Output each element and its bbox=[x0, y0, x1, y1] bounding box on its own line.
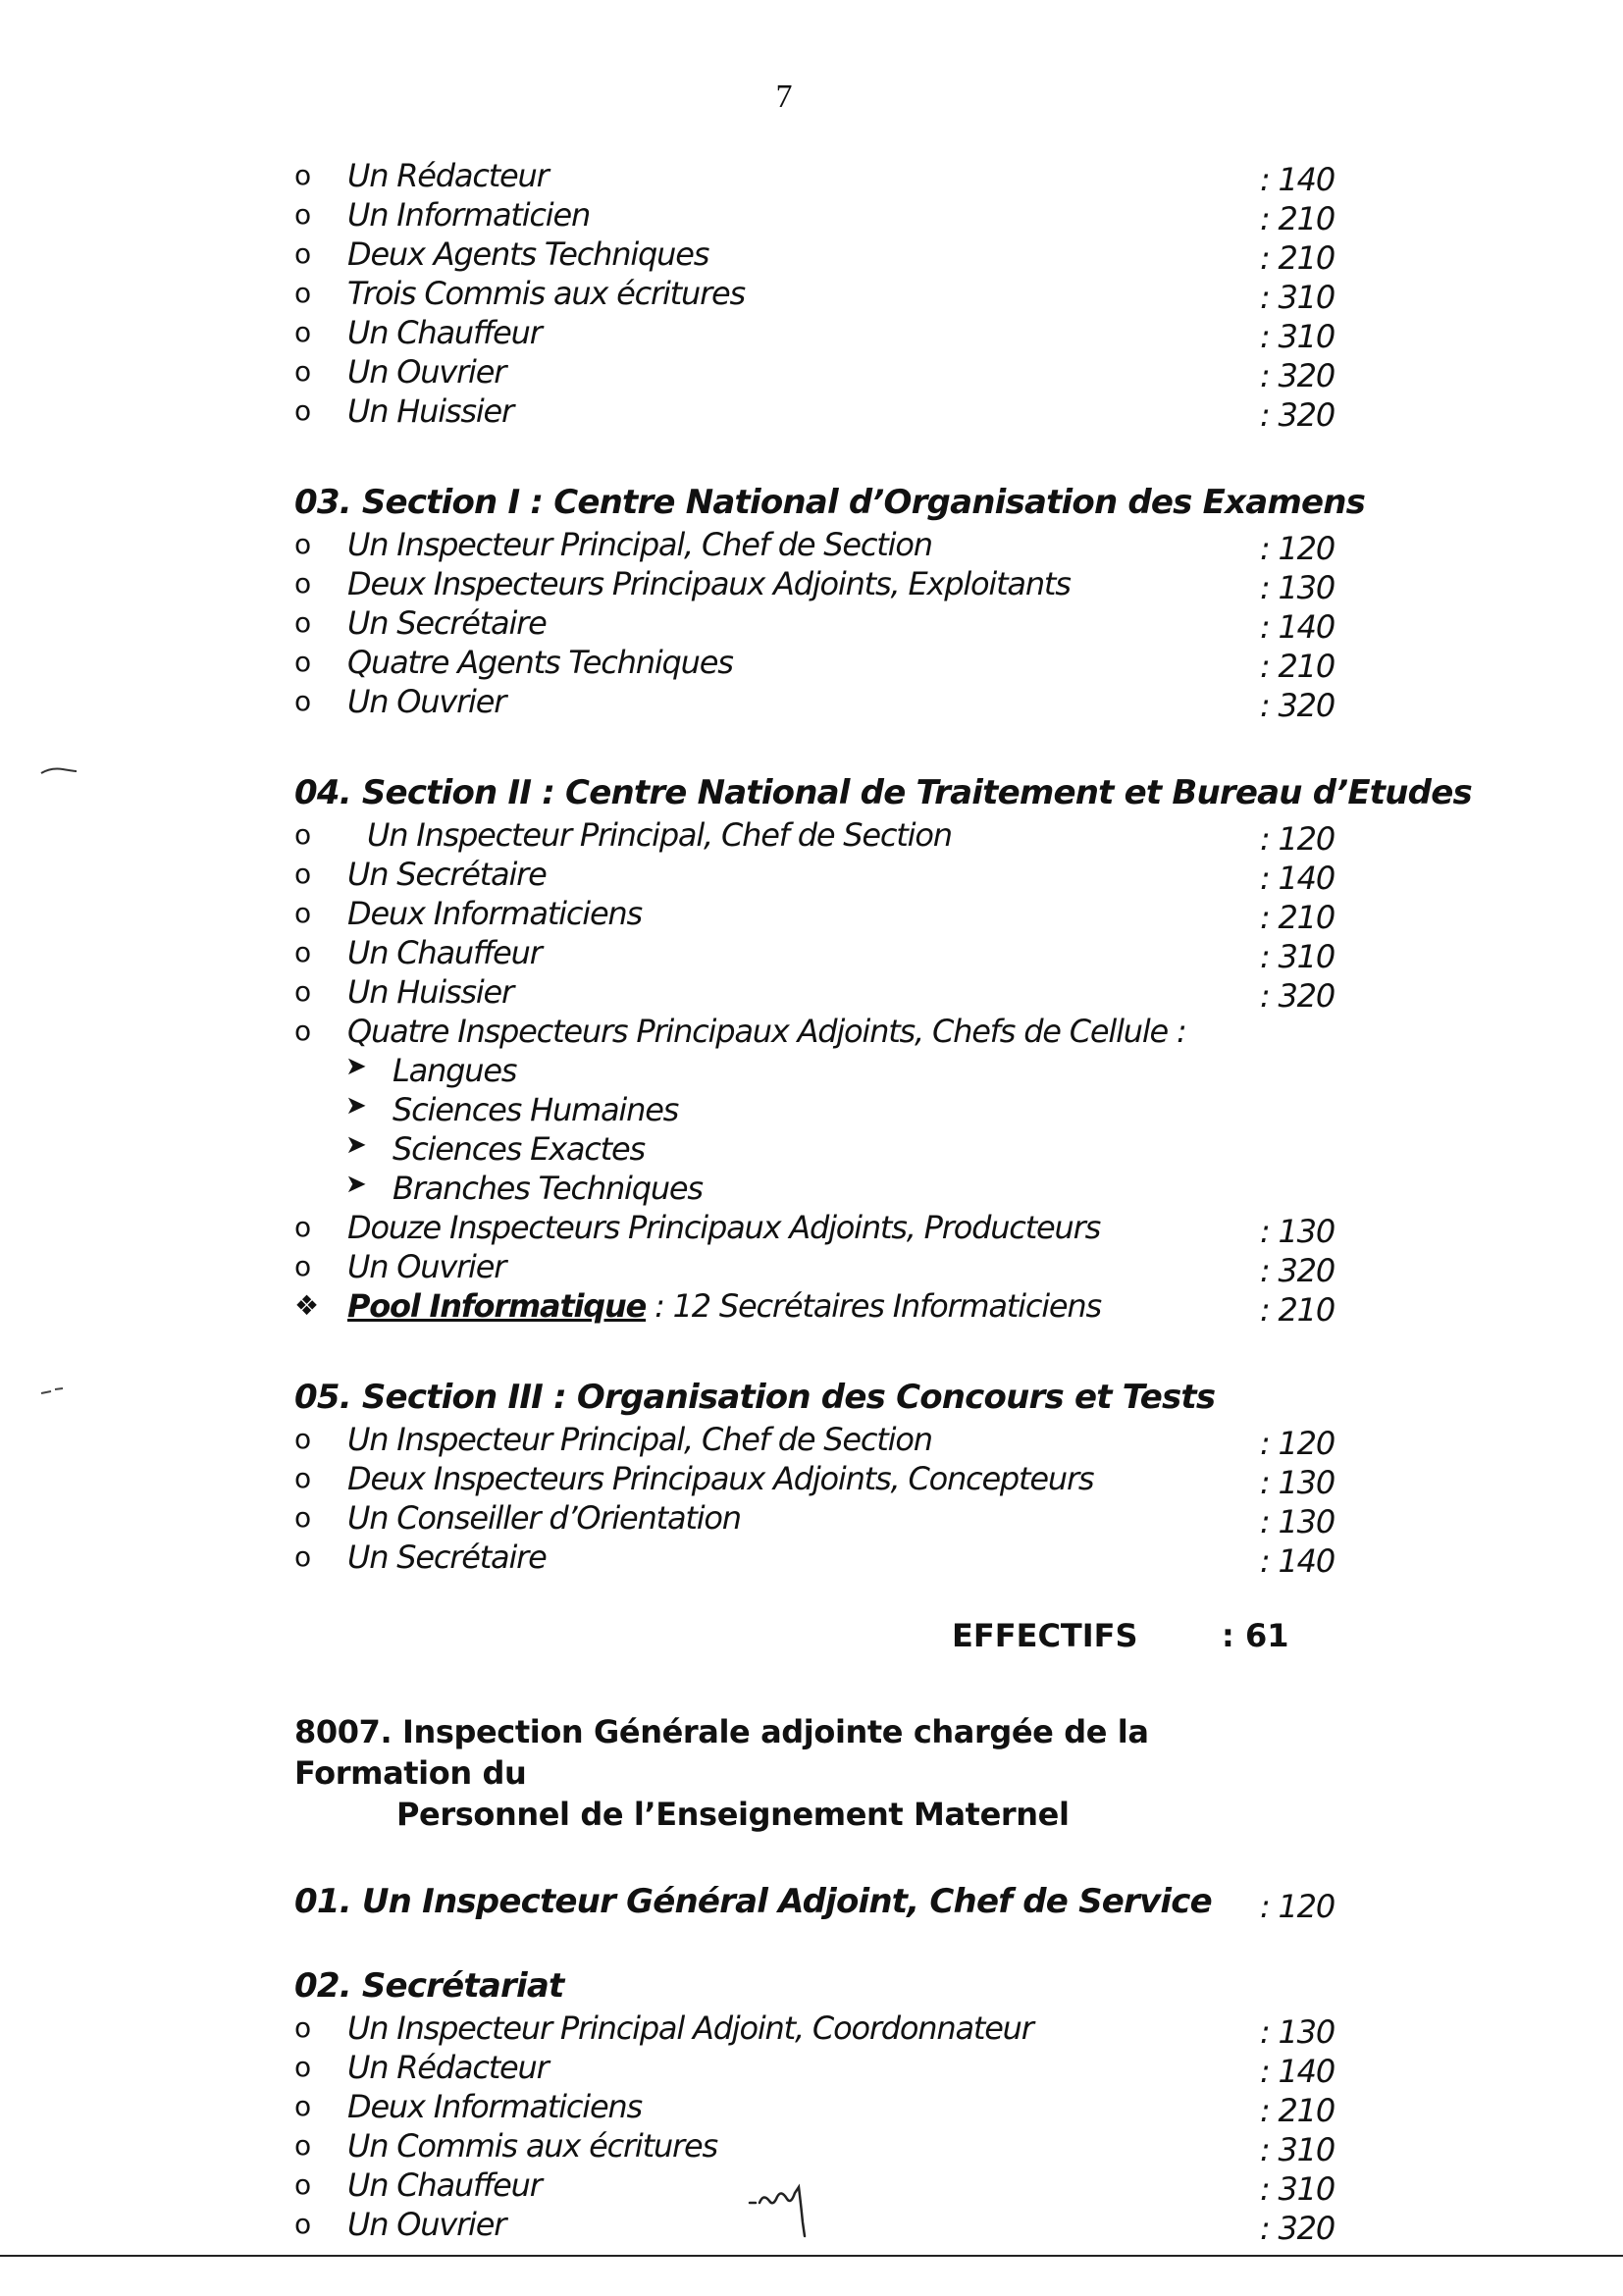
grade-code: : 310 bbox=[1259, 279, 1335, 316]
arrow-bullet-icon: ➤ bbox=[345, 1170, 366, 1199]
list-bullet: o bbox=[294, 1462, 310, 1494]
staff-role: Un Chauffeur bbox=[347, 934, 542, 971]
staff-role: Un Huissier bbox=[347, 973, 513, 1011]
service-title bbox=[294, 1711, 1335, 1835]
document-body bbox=[294, 157, 1472, 2296]
list-bullet: o bbox=[294, 2011, 310, 2044]
grade-code: : 310 bbox=[1259, 938, 1335, 975]
diamond-bullet-icon: ❖ bbox=[294, 1289, 318, 1322]
list-bullet: o bbox=[294, 567, 310, 600]
grade-code: : 130 bbox=[1259, 1213, 1335, 1250]
staff-role: Un Secrétaire bbox=[347, 1539, 547, 1576]
staff-role: Un Rédacteur bbox=[347, 157, 549, 194]
grade-code: : 140 bbox=[1259, 1542, 1335, 1580]
staff-row bbox=[294, 973, 1335, 1013]
service-title-line1: 8007. Inspection Générale adjointe chargée de la Formation du bbox=[294, 1713, 1149, 1792]
grade-code: : 310 bbox=[1259, 2131, 1335, 2168]
cell-subitem bbox=[294, 1091, 1335, 1130]
list-bullet: o bbox=[294, 2208, 310, 2240]
staff-role: Trois Commis aux écritures bbox=[347, 275, 746, 312]
grade-code: : 320 bbox=[1259, 357, 1335, 394]
staff-row bbox=[294, 816, 1335, 856]
grade-code: : 310 bbox=[1259, 318, 1335, 355]
list-bullet: o bbox=[294, 2168, 310, 2201]
staff-role: Deux Inspecteurs Principaux Adjoints, Exploitants bbox=[347, 565, 1071, 602]
list-bullet: o bbox=[294, 2129, 310, 2162]
staff-row bbox=[294, 1248, 1335, 1287]
staff-row bbox=[294, 1421, 1335, 1460]
list-bullet: o bbox=[294, 1250, 310, 1282]
staff-row bbox=[294, 235, 1335, 275]
pool-label: Pool Informatique bbox=[347, 1287, 647, 1325]
cell-subitem bbox=[294, 1130, 1335, 1170]
list-bullet: o bbox=[294, 1015, 310, 1047]
staff-row bbox=[294, 2127, 1335, 2166]
staff-row bbox=[294, 1460, 1335, 1499]
staff-role: Douze Inspecteurs Principaux Adjoints, Producteurs bbox=[347, 1209, 1101, 1246]
list-bullet: o bbox=[294, 2051, 310, 2083]
cell-name: Sciences Humaines bbox=[393, 1091, 679, 1128]
grade-code: : 310 bbox=[1259, 2170, 1335, 2208]
list-bullet: o bbox=[294, 975, 310, 1008]
staff-role: Un Ouvrier bbox=[347, 1248, 506, 1285]
grade-code: : 210 bbox=[1259, 200, 1335, 237]
grade-code: : 120 bbox=[1259, 530, 1335, 567]
page-bottom-rule bbox=[0, 2255, 1623, 2257]
handwritten-initials bbox=[746, 2164, 824, 2242]
page-number: 7 bbox=[775, 78, 793, 115]
grade-code: : 210 bbox=[1259, 2092, 1335, 2129]
section-title: 03. Section I : Centre National d’Organisation des Examens bbox=[294, 483, 1366, 522]
list-bullet: o bbox=[294, 1211, 310, 1243]
list-bullet: o bbox=[294, 936, 310, 968]
section-3 bbox=[294, 1378, 1335, 1578]
staff-row bbox=[294, 1499, 1335, 1539]
list-bullet: o bbox=[294, 237, 310, 270]
service-head-01 bbox=[294, 1882, 1335, 1925]
staff-group-continued bbox=[294, 157, 1335, 432]
staff-row bbox=[294, 157, 1335, 196]
staff-role: Un Huissier bbox=[347, 392, 513, 430]
cell-subitem bbox=[294, 1052, 1335, 1091]
staff-row bbox=[294, 683, 1335, 722]
list-bullet: o bbox=[294, 646, 310, 678]
margin-scan-mark bbox=[39, 765, 79, 777]
cell-subitem bbox=[294, 1170, 1335, 1209]
staff-role: Un Inspecteur Principal, Chef de Section bbox=[367, 816, 952, 854]
pool-informatique-row bbox=[294, 1287, 1335, 1327]
staff-row bbox=[294, 1013, 1335, 1052]
staff-role: Quatre Agents Techniques bbox=[347, 644, 733, 681]
staff-role: Deux Agents Techniques bbox=[347, 235, 709, 273]
staff-row bbox=[294, 565, 1335, 604]
staff-role: Un Ouvrier bbox=[347, 2206, 506, 2243]
section-1 bbox=[294, 483, 1366, 724]
list-bullet: o bbox=[294, 355, 310, 388]
staff-role: Un Inspecteur Principal Adjoint, Coordonnateur bbox=[347, 2009, 1033, 2047]
staff-row bbox=[294, 526, 1335, 565]
staff-role: Un Ouvrier bbox=[347, 683, 506, 720]
arrow-bullet-icon: ➤ bbox=[345, 1130, 366, 1160]
service-title-line2: Personnel de l’Enseignement Maternel bbox=[396, 1796, 1070, 1833]
cell-name: Langues bbox=[393, 1052, 517, 1089]
staff-role: Un Conseiller d’Orientation bbox=[347, 1499, 741, 1537]
staff-role: Deux Informaticiens bbox=[347, 2088, 642, 2125]
list-bullet: o bbox=[294, 1423, 310, 1455]
effectifs-total bbox=[294, 1617, 1335, 1672]
list-bullet: o bbox=[294, 198, 310, 231]
staff-row bbox=[294, 644, 1335, 683]
section-title: 02. Secrétariat bbox=[294, 1966, 564, 2006]
grade-code: : 210 bbox=[1259, 648, 1335, 685]
staff-row bbox=[294, 895, 1335, 934]
grade-code: : 210 bbox=[1259, 899, 1335, 936]
staff-row bbox=[294, 2088, 1335, 2127]
list-bullet: o bbox=[294, 818, 310, 851]
staff-row bbox=[294, 604, 1335, 644]
effectifs-value: : 61 bbox=[1222, 1617, 1289, 1654]
staff-row bbox=[294, 314, 1335, 353]
grade-code: : 130 bbox=[1259, 2013, 1335, 2051]
cell-name: Branches Techniques bbox=[393, 1170, 703, 1207]
staff-role: Deux Inspecteurs Principaux Adjoints, Concepteurs bbox=[347, 1460, 1094, 1497]
grade-code: : 120 bbox=[1259, 1425, 1335, 1462]
list-bullet: o bbox=[294, 528, 310, 560]
staff-role: Un Commis aux écritures bbox=[347, 2127, 717, 2165]
grade-code: : 320 bbox=[1259, 687, 1335, 724]
grade-code: : 130 bbox=[1259, 569, 1335, 606]
list-bullet: o bbox=[294, 1540, 310, 1573]
list-bullet: o bbox=[294, 277, 310, 309]
grade-code: : 120 bbox=[1259, 1888, 1335, 1925]
staff-role: Deux Informaticiens bbox=[347, 895, 642, 932]
staff-role: Un Informaticien bbox=[347, 196, 591, 234]
grade-code: : 140 bbox=[1259, 2053, 1335, 2090]
staff-row bbox=[294, 934, 1335, 973]
effectifs-label: EFFECTIFS bbox=[952, 1617, 1138, 1654]
section-2 bbox=[294, 773, 1472, 1329]
cell-name: Sciences Exactes bbox=[393, 1130, 645, 1168]
staff-row bbox=[294, 2009, 1335, 2049]
grade-code: : 320 bbox=[1259, 977, 1335, 1015]
staff-role: Un Ouvrier bbox=[347, 353, 506, 391]
grade-code: : 320 bbox=[1259, 2210, 1335, 2247]
list-bullet: o bbox=[294, 1501, 310, 1534]
staff-row bbox=[294, 856, 1335, 895]
staff-role: Un Inspecteur Principal, Chef de Section bbox=[347, 526, 932, 563]
list-bullet: o bbox=[294, 685, 310, 717]
list-bullet: o bbox=[294, 316, 310, 348]
staff-role: Un Inspecteur Principal, Chef de Section bbox=[347, 1421, 932, 1458]
staff-row bbox=[294, 196, 1335, 235]
staff-role: Quatre Inspecteurs Principaux Adjoints, Chefs de Cellule : bbox=[347, 1013, 1186, 1050]
grade-code: : 140 bbox=[1259, 161, 1335, 198]
staff-row bbox=[294, 392, 1335, 432]
staff-row bbox=[294, 353, 1335, 392]
staff-role: Un Secrétaire bbox=[347, 604, 547, 642]
grade-code: : 120 bbox=[1259, 820, 1335, 858]
staff-role: Un Secrétaire bbox=[347, 856, 547, 893]
staff-row bbox=[294, 2049, 1335, 2088]
grade-code: : 320 bbox=[1259, 1252, 1335, 1289]
grade-code: : 210 bbox=[1259, 1291, 1335, 1329]
margin-scan-mark bbox=[39, 1385, 69, 1397]
section-title: 05. Section III : Organisation des Concours et Tests bbox=[294, 1378, 1216, 1417]
staff-role: Un Rédacteur bbox=[347, 2049, 549, 2086]
head-role: 01. Un Inspecteur Général Adjoint, Chef de Service bbox=[294, 1882, 1212, 1921]
staff-role: Un Chauffeur bbox=[347, 314, 542, 351]
list-bullet: o bbox=[294, 897, 310, 929]
list-bullet: o bbox=[294, 606, 310, 639]
grade-code: : 130 bbox=[1259, 1503, 1335, 1540]
staff-role: Un Chauffeur bbox=[347, 2166, 542, 2204]
staff-row bbox=[294, 1539, 1335, 1578]
grade-code: : 140 bbox=[1259, 860, 1335, 897]
pool-description: : 12 Secrétaires Informaticiens bbox=[646, 1287, 1101, 1325]
list-bullet: o bbox=[294, 394, 310, 427]
grade-code: : 210 bbox=[1259, 239, 1335, 277]
grade-code: : 130 bbox=[1259, 1464, 1335, 1501]
arrow-bullet-icon: ➤ bbox=[345, 1091, 366, 1121]
list-bullet: o bbox=[294, 159, 310, 191]
grade-code: : 140 bbox=[1259, 608, 1335, 646]
list-bullet: o bbox=[294, 858, 310, 890]
staff-row bbox=[294, 275, 1335, 314]
arrow-bullet-icon: ➤ bbox=[345, 1052, 366, 1081]
section-title: 04. Section II : Centre National de Traitement et Bureau d’Etudes bbox=[294, 773, 1472, 812]
list-bullet: o bbox=[294, 2090, 310, 2122]
grade-code: : 320 bbox=[1259, 396, 1335, 434]
staff-row bbox=[294, 1209, 1335, 1248]
